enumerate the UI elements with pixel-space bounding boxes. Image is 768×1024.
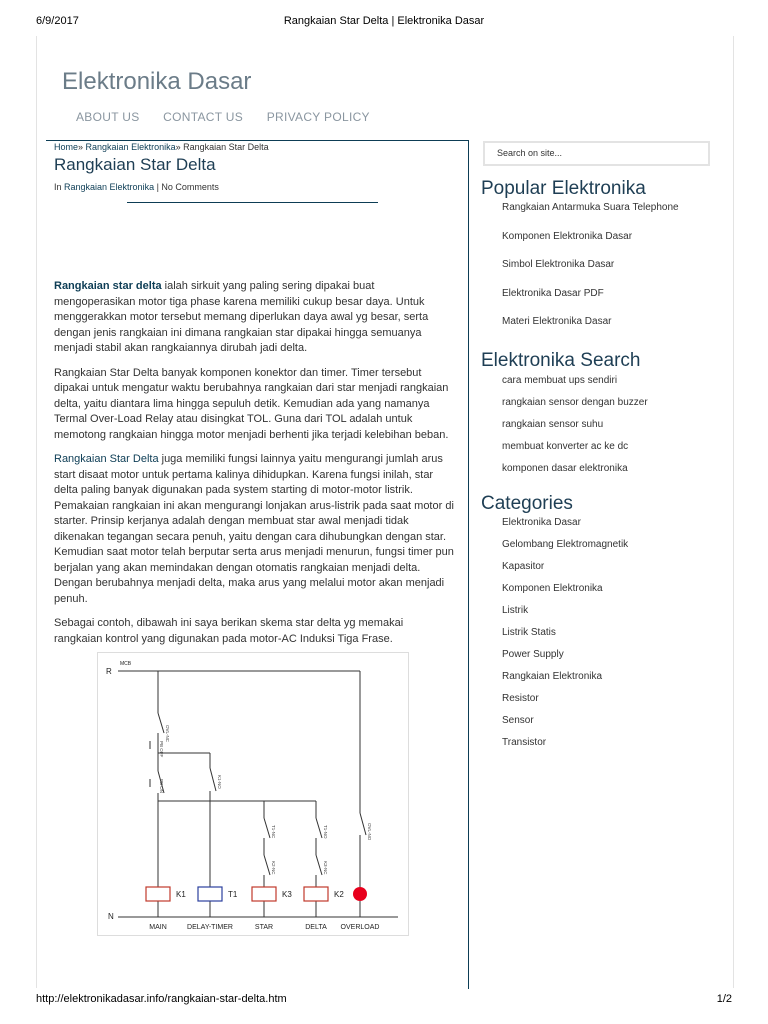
category-item[interactable]: Listrik xyxy=(502,605,529,616)
popular-item[interactable]: Elektronika Dasar PDF xyxy=(502,287,604,299)
popular-item[interactable]: Materi Elektronika Dasar xyxy=(502,316,612,327)
contact-t1-no xyxy=(316,818,322,838)
meta-divider xyxy=(127,202,378,203)
print-header xyxy=(36,15,732,29)
breadcrumb-category[interactable]: Rangkaian Elektronika xyxy=(85,142,176,152)
coil-k3 xyxy=(252,887,276,901)
breadcrumb-current: Rangkaian Star Delta xyxy=(183,142,269,152)
circuit-svg xyxy=(98,653,408,935)
label-pb-off: PB OFF xyxy=(159,741,164,758)
paragraph-1 xyxy=(54,279,454,357)
category-item[interactable]: Transistor xyxy=(502,737,547,748)
label-n: N xyxy=(108,912,114,921)
contact-t1-nc xyxy=(264,818,270,838)
print-footer xyxy=(36,993,732,1007)
overload-lamp-icon xyxy=(353,887,367,901)
search-item[interactable]: rangkaian sensor suhu xyxy=(502,419,604,430)
label-mcb: MCB xyxy=(120,661,132,667)
category-item[interactable]: Power Supply xyxy=(502,649,564,660)
coil-k1 xyxy=(146,887,170,901)
site-title[interactable]: Elektronika Dasar xyxy=(62,68,252,95)
categories-list xyxy=(502,517,628,759)
paragraph-2: Rangkaian Star Delta banyak komponen konektor dan timer. Timer tersebut dipakai untuk mengatur waktu berubahnya rangkaian dari star menjadi rangkaian delta, yaitu diantara lima hingga sepuluh detik. Kemudian ada yang namanya Termal Over-Load Relay atau disingkat TOL. Guna dari TOL adalah untuk memotong rangkaian hingga motor menjadi berhenti jika terjadi kelebihan beban. xyxy=(54,366,449,441)
category-item[interactable]: Sensor xyxy=(502,715,534,726)
post-meta xyxy=(54,182,219,192)
contact-ovl-no xyxy=(360,813,366,835)
sidebar-search-input[interactable]: Search on site... xyxy=(483,141,710,166)
label-k2-nc: K2-NC xyxy=(271,861,276,875)
nav-about-us[interactable]: ABOUT US xyxy=(76,110,140,124)
paragraph-1-link[interactable]: Rangkaian star delta xyxy=(54,280,162,292)
label-k1: K1 xyxy=(176,890,186,899)
contact-k3-nc xyxy=(316,855,322,875)
label-r: R xyxy=(106,667,112,676)
search-item[interactable]: rangkaian sensor dengan buzzer xyxy=(502,397,648,408)
print-url: http://elektronikadasar.info/rangkaian-star-delta.htm xyxy=(36,993,287,1005)
label-t1-nc: T1-NC xyxy=(271,825,276,839)
search-item[interactable]: komponen dasar elektronika xyxy=(502,463,628,474)
popular-list xyxy=(502,202,679,345)
search-heading: Elektronika Search xyxy=(481,350,641,371)
category-item[interactable]: Rangkaian Elektronika xyxy=(502,671,603,682)
label-main: MAIN xyxy=(149,924,167,931)
label-k3-nc: K3-NC xyxy=(323,861,328,875)
category-item[interactable]: Elektronika Dasar xyxy=(502,517,581,528)
category-item[interactable]: Kapasitor xyxy=(502,561,545,572)
label-pb-on: PB ON xyxy=(159,779,164,794)
print-page-number: 1/2 xyxy=(716,993,732,1005)
paragraph-3-text: juga memiliki fungsi lainnya yaitu mengurangi jumlah arus start disaat motor untuk pertama kalinya dihidupkan. Karena fungsi inilah, star delta paling banyak digunakan pada system starting di motor-motor listrik. Pemakaian rangkaian ini akan mengurangi lonjakan arus-listrik pada saat motor di starter. Prinsip kerjanya adalah dengan membuat star awal menjadi tidak dikenakan tegangan secara penuh, yaitu dengan cara dihubungkan dengan star. Kemudian saat motor telah berputar serta arus menjadi menurun, fungsi timer pun berjalan yang akan memindakan dengan otomatis rangkaian menjadi delta. Dengan berubahnya menjadi delta, maka arus yang melalui motor akan menjadi penuh. xyxy=(54,453,454,605)
star-delta-circuit-diagram xyxy=(97,652,409,936)
search-item[interactable]: membuat konverter ac ke dc xyxy=(502,441,629,452)
post-body xyxy=(54,279,454,656)
category-item[interactable]: Resistor xyxy=(502,693,539,704)
meta-category-link[interactable]: Rangkaian Elektronika xyxy=(64,182,155,192)
print-date: 6/9/2017 xyxy=(36,15,79,27)
contact-k1-no xyxy=(210,768,216,791)
contact-ovl-nc xyxy=(158,713,164,733)
label-k3: K3 xyxy=(282,890,292,899)
label-t1-no: T1-NO xyxy=(323,825,328,839)
contact-k2-nc xyxy=(264,855,270,875)
popular-item[interactable]: Simbol Elektronika Dasar xyxy=(502,259,615,270)
paragraph-1-text: ialah sirkuit yang paling sering dipakai buat mengoperasikan motor tiga phase karena memiliki cukup besar daya. Untuk menggerakkan motor tersebut memang diperlukan daya awal yg besar, serta dengan jenis rangkaian ini dimana rangkaian star dipakai hingga semuanya menjadi stabil akan rangkaiannya dirubah jadi delta. xyxy=(54,280,429,354)
breadcrumb-separator: » xyxy=(78,142,86,152)
meta-in-label: In xyxy=(54,182,65,192)
meta-comments[interactable]: | No Comments xyxy=(154,182,219,192)
categories-heading: Categories xyxy=(481,493,573,514)
label-ovl-nc: OVL-NC xyxy=(165,725,170,743)
top-nav xyxy=(76,110,390,124)
coil-k2 xyxy=(304,887,328,901)
breadcrumb xyxy=(54,142,269,152)
category-item[interactable]: Listrik Statis xyxy=(502,627,556,638)
nav-contact-us[interactable]: CONTACT US xyxy=(163,110,244,124)
breadcrumb-separator: » xyxy=(175,142,184,152)
nav-privacy-policy[interactable]: PRIVACY POLICY xyxy=(266,110,370,124)
paragraph-4: Sebagai contoh, dibawah ini saya berikan skema star delta yg memakai rangkaian kontrol yang digunakan pada motor-AC Induksi Tiga Frase. xyxy=(54,617,404,645)
paragraph-3 xyxy=(54,452,454,607)
print-page-title: Rangkaian Star Delta | Elektronika Dasar xyxy=(283,15,485,27)
popular-heading: Popular Elektronika xyxy=(481,178,646,199)
label-star: STAR xyxy=(254,924,274,931)
label-t1: T1 xyxy=(228,890,238,899)
popular-item[interactable]: Komponen Elektronika Dasar xyxy=(502,230,633,242)
search-list xyxy=(502,375,648,485)
category-item[interactable]: Gelombang Elektromagnetik xyxy=(502,539,629,550)
post-title: Rangkaian Star Delta xyxy=(54,155,216,174)
label-delta: DELTA xyxy=(305,924,327,931)
paragraph-3-link[interactable]: Rangkaian Star Delta xyxy=(54,453,159,465)
breadcrumb-home[interactable]: Home xyxy=(54,142,79,152)
label-delay-timer: DELAY-TIMER xyxy=(187,924,233,931)
category-item[interactable]: Komponen Elektronika xyxy=(502,583,603,594)
coil-t1 xyxy=(198,887,222,901)
label-k1-no: K1-NO xyxy=(217,775,222,789)
search-item[interactable]: cara membuat ups sendiri xyxy=(502,375,618,386)
label-k2: K2 xyxy=(334,890,344,899)
label-overload: OVERLOAD xyxy=(340,924,380,931)
label-ovl-no: OVL-NO xyxy=(367,823,372,841)
popular-item[interactable]: Rangkaian Antarmuka Suara Telephone xyxy=(502,202,679,213)
